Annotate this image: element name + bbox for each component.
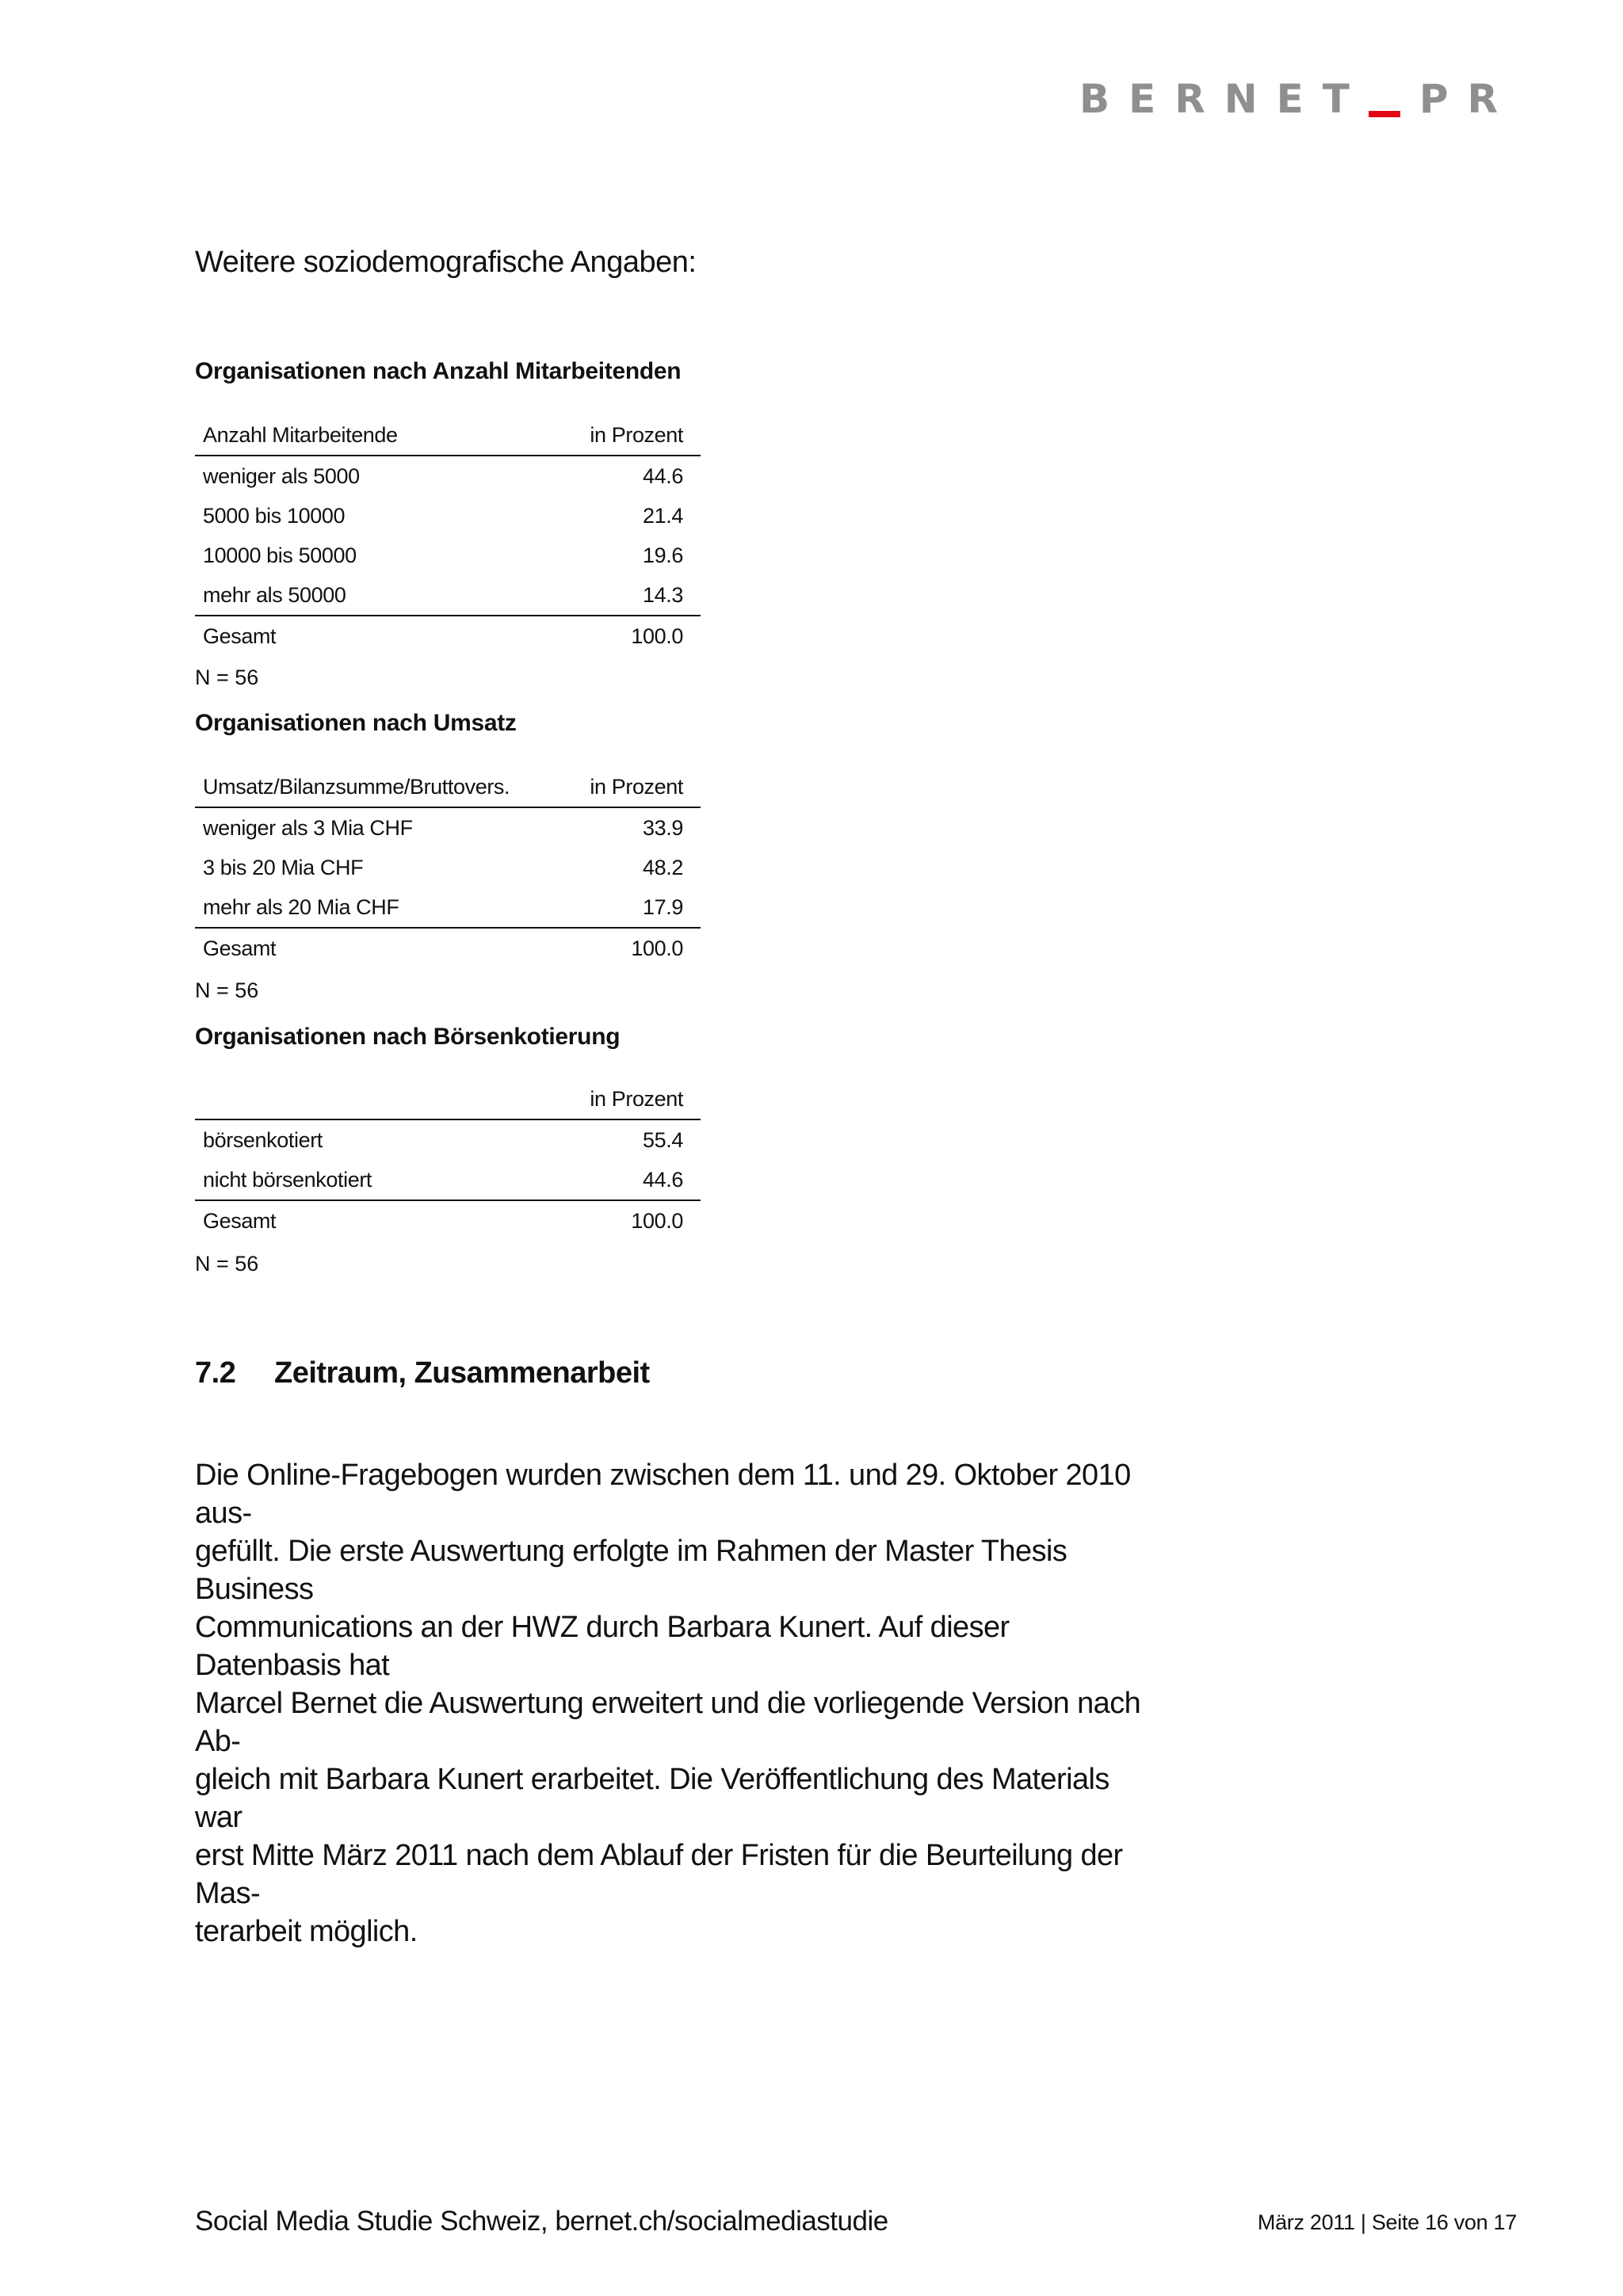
- row-value: 14.3: [643, 582, 683, 607]
- row-label: mehr als 50000: [203, 582, 346, 607]
- table-title-employees: Organisationen nach Anzahl Mitarbeitenden: [195, 358, 682, 384]
- table-header-row: [195, 1079, 701, 1119]
- total-value: 100.0: [509, 1200, 701, 1241]
- paragraph-line: terarbeit möglich.: [195, 1915, 418, 1948]
- section-paragraph: [195, 1456, 1146, 1951]
- paragraph-line: Communications an der HWZ durch Barbara Kunert. Auf dieser Datenbasis hat: [195, 1611, 1010, 1682]
- row-label: weniger als 5000: [203, 463, 360, 488]
- table-header-row: [195, 767, 701, 807]
- table-revenue: [195, 767, 701, 968]
- section-number: 7.2: [195, 1356, 236, 1390]
- total-label: Gesamt: [195, 1200, 509, 1241]
- footer-study-title: Social Media Studie Schweiz, bernet.ch/socialmediastudie: [195, 2206, 888, 2237]
- intro-heading: Weitere soziodemografische Angaben:: [195, 246, 697, 279]
- table-total-row: [195, 1200, 701, 1241]
- table-header-row: [195, 415, 701, 456]
- table-row: [195, 456, 701, 496]
- table-row: [195, 807, 701, 848]
- row-value: 17.9: [643, 894, 683, 919]
- row-label: 5000 bis 10000: [203, 503, 346, 528]
- column-header: in Prozent: [509, 1079, 701, 1119]
- row-value: 44.6: [643, 463, 683, 488]
- row-label: mehr als 20 Mia CHF: [203, 894, 399, 919]
- total-value: 100.0: [567, 928, 701, 968]
- table-total-row: [195, 616, 701, 656]
- table-row: [195, 1119, 701, 1160]
- row-value: 21.4: [643, 503, 683, 528]
- column-header: in Prozent: [567, 767, 701, 807]
- table-row: [195, 848, 701, 887]
- logo-red-underscore: [1369, 111, 1400, 117]
- row-label: nicht börsenkotiert: [203, 1167, 372, 1192]
- table-total-row: [195, 928, 701, 968]
- table-row: [195, 887, 701, 928]
- table-row: [195, 575, 701, 616]
- table-row: [195, 1160, 701, 1200]
- paragraph-line: erst Mitte März 2011 nach dem Ablauf der Fristen für die Beurteilung der Mas-: [195, 1839, 1123, 1910]
- column-header: in Prozent: [524, 415, 701, 456]
- logo-main-text: BERNET: [1079, 76, 1369, 122]
- footer-page-info: März 2011 | Seite 16 von 17: [1257, 2210, 1517, 2234]
- sample-size-note: N = 56: [195, 978, 259, 1002]
- row-value: 44.6: [643, 1167, 683, 1192]
- row-label: 3 bis 20 Mia CHF: [203, 855, 364, 879]
- total-value: 100.0: [524, 616, 701, 656]
- table-title-listing: Organisationen nach Börsenkotierung: [195, 1024, 621, 1050]
- row-value: 33.9: [643, 815, 683, 840]
- table-employees: [195, 415, 701, 656]
- column-header: [195, 1079, 509, 1119]
- table-title-revenue: Organisationen nach Umsatz: [195, 710, 517, 736]
- row-value: 19.6: [643, 543, 683, 567]
- table-row: [195, 536, 701, 575]
- paragraph-line: gefüllt. Die erste Auswertung erfolgte im Rahmen der Master Thesis Business: [195, 1535, 1067, 1606]
- row-label: weniger als 3 Mia CHF: [203, 815, 413, 840]
- paragraph-line: gleich mit Barbara Kunert erarbeitet. Die Veröffentlichung des Materials war: [195, 1763, 1109, 1834]
- table-row: [195, 496, 701, 536]
- section-title: Zeitraum, Zusammenarbeit: [274, 1356, 650, 1390]
- table-listing: [195, 1079, 701, 1241]
- total-label: Gesamt: [195, 928, 567, 968]
- row-label: börsenkotiert: [203, 1127, 323, 1152]
- bernet-pr-logo: [1079, 76, 1517, 122]
- row-label: 10000 bis 50000: [203, 543, 357, 567]
- logo-suffix-text: PR: [1419, 76, 1517, 122]
- column-header: Anzahl Mitarbeitende: [195, 415, 524, 456]
- total-label: Gesamt: [195, 616, 524, 656]
- sample-size-note: N = 56: [195, 1252, 259, 1276]
- row-value: 55.4: [643, 1127, 683, 1152]
- sample-size-note: N = 56: [195, 666, 259, 689]
- column-header: Umsatz/Bilanzsumme/Bruttovers.: [195, 767, 567, 807]
- paragraph-line: Marcel Bernet die Auswertung erweitert und die vorliegende Version nach Ab-: [195, 1687, 1141, 1758]
- paragraph-line: Die Online-Fragebogen wurden zwischen dem 11. und 29. Oktober 2010 aus-: [195, 1459, 1131, 1530]
- section-heading: [195, 1356, 650, 1390]
- row-value: 48.2: [643, 855, 683, 879]
